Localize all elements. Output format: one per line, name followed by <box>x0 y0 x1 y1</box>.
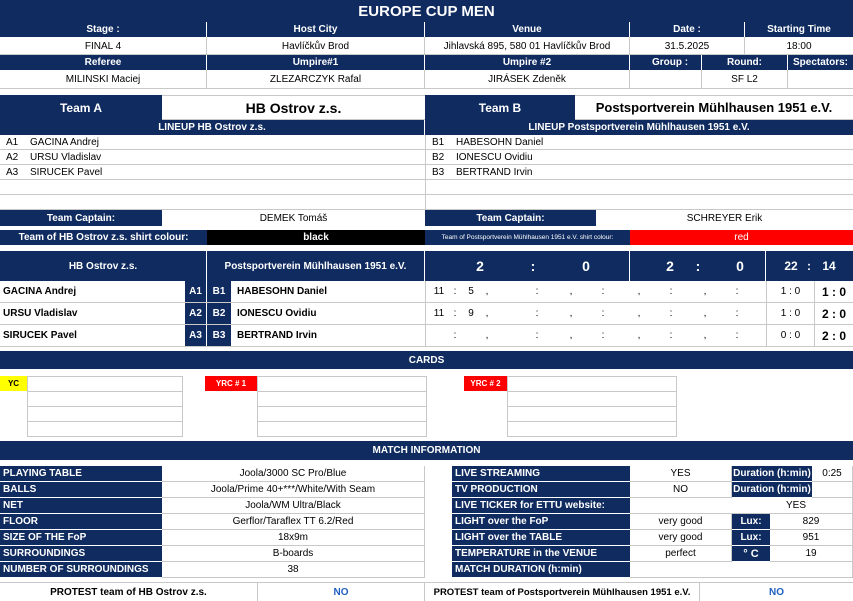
captain-a-name: DEMEK Tomáš <box>259 212 328 224</box>
points-b: 14 <box>822 259 836 273</box>
match-info-left <box>0 466 425 578</box>
info-row <box>0 466 425 482</box>
stage-value: FINAL 4 <box>0 37 207 55</box>
player-code: A3 <box>6 167 19 178</box>
lineup-row-empty <box>0 180 425 195</box>
info-row <box>0 546 425 562</box>
card-line <box>507 376 677 392</box>
starting-time-header: Starting Time <box>767 24 831 35</box>
info-label: MATCH DURATION (h:min) <box>452 562 630 577</box>
card-line <box>507 406 677 422</box>
lineup-row <box>426 165 853 180</box>
lineup-b <box>425 135 853 210</box>
row-match-result: 2 : 0 <box>814 303 853 324</box>
row-player-b: IONESCU Ovidiu <box>237 308 317 319</box>
info-label: TEMPERATURE in the VENUE <box>452 546 630 561</box>
protest-a-label: PROTEST team of HB Ostrov z.s. <box>0 583 258 601</box>
temperature-value: 19 <box>770 546 853 562</box>
info-label: LIGHT over the FoP <box>452 514 630 529</box>
info-label: PLAYING TABLE <box>0 466 162 481</box>
info-row <box>452 466 853 482</box>
lux-label: Lux: <box>732 514 770 529</box>
matches-score <box>425 251 630 281</box>
player-code: B3 <box>432 167 445 178</box>
row-match-result: 2 : 0 <box>814 325 853 346</box>
info-row <box>452 530 853 546</box>
round-header: Round: <box>702 55 788 70</box>
player-name: GACINA Andrej <box>30 137 99 148</box>
venue-header: Venue <box>425 22 630 37</box>
info-value: perfect <box>630 546 732 562</box>
row-code-a: A1 <box>185 281 207 302</box>
info-label: FLOOR <box>0 514 162 529</box>
card-yc <box>0 376 183 438</box>
yrc1-badge: YRC # 1 <box>205 376 257 391</box>
player-name: BERTRAND Irvin <box>456 167 533 178</box>
row-games: 11 : 9 , : , : , : , : <box>425 303 766 324</box>
card-line <box>27 391 183 407</box>
card-line <box>27 376 183 392</box>
lineup-row <box>0 150 425 165</box>
row-player-b: HABESOHN Daniel <box>237 286 328 297</box>
info-value: Gerflor/Taraflex TT 6.2/Red <box>162 514 425 530</box>
info-value: NO <box>630 482 732 498</box>
lux-value: 951 <box>770 530 853 546</box>
points-separator: : <box>807 259 811 273</box>
row-code-b: B3 <box>207 325 231 346</box>
info-label: NET <box>0 498 162 513</box>
temperature-unit-label: ° C <box>732 546 770 561</box>
umpire2-header: Umpire #2 <box>425 55 630 70</box>
protest-b-label: PROTEST team of Postsportverein Mühlhausen 1951 e.V. <box>425 583 700 601</box>
row-code-b: B1 <box>207 281 231 302</box>
info-row <box>452 498 853 514</box>
info-row <box>452 482 853 498</box>
games-a: 2 <box>666 258 674 274</box>
games-score <box>630 251 766 281</box>
player-name: URSU Vladislav <box>30 152 102 163</box>
round-value: SF L2 <box>702 70 788 89</box>
page-title: EUROPE CUP MEN <box>0 0 853 22</box>
officials-header-row <box>0 55 853 70</box>
card-line <box>257 376 427 392</box>
info-row <box>0 514 425 530</box>
row-games-result: 1 : 0 <box>766 303 814 324</box>
score-row <box>0 281 853 303</box>
row-player-a: URSU Vladislav <box>3 308 78 319</box>
row-games: : , : , : , : , : <box>425 325 766 346</box>
lineup-b-title: LINEUP Postsportverein Mühlhausen 1951 e.V. <box>425 120 853 135</box>
info-row <box>452 514 853 530</box>
referee-header: Referee <box>0 55 207 70</box>
row-games: 11 : 5 , : , : , : , : <box>425 281 766 302</box>
games-separator: : <box>695 258 701 274</box>
games-b: 0 <box>736 258 744 274</box>
captain-b-name: SCHREYER Erik <box>686 212 763 224</box>
yc-badge: YC <box>0 376 27 391</box>
card-line <box>257 406 427 422</box>
spectators-value <box>788 70 853 89</box>
info-label: SIZE OF THE FoP <box>0 530 162 545</box>
card-yrc2 <box>464 376 677 438</box>
duration-label: Duration (h:min) <box>733 468 811 479</box>
info-value: YES <box>630 498 853 514</box>
score-row <box>0 303 853 325</box>
shirt-b-label: Team of Postsportverein Mühlhausen 1951 e.V. shirt colour: <box>425 230 630 245</box>
venue-value: Jihlavská 895, 580 01 Havlíčkův Brod <box>425 37 630 55</box>
team-b-name: Postsportverein Mühlhausen 1951 e.V. <box>575 95 853 120</box>
duration-label: Duration (h:min) <box>733 484 811 495</box>
date-header: Date : <box>630 22 745 37</box>
info-value <box>630 562 853 578</box>
row-games-result: 1 : 0 <box>766 281 814 302</box>
lineup-row <box>426 135 853 150</box>
protest-b-value: NO <box>769 586 784 598</box>
umpire1-header: Umpire#1 <box>207 55 425 70</box>
info-label: SURROUNDINGS <box>0 546 162 561</box>
stage-header: Stage : <box>0 22 207 37</box>
info-row <box>0 562 425 578</box>
matches-b: 0 <box>582 258 590 274</box>
info-label: LIVE TICKER for ETTU website: <box>452 498 630 513</box>
lux-label: Lux: <box>732 530 770 545</box>
player-name: IONESCU Ovidiu <box>456 152 533 163</box>
lineup-a <box>0 135 425 210</box>
group-header: Group : <box>630 55 702 70</box>
row-code-a: A2 <box>185 303 207 324</box>
lineup-row-empty <box>426 180 853 195</box>
umpire1-value: ZLEZARCZYK Rafal <box>207 70 425 89</box>
game1-b <box>462 325 480 346</box>
lux-value: 829 <box>770 514 853 530</box>
info-row <box>0 482 425 498</box>
info-value: Joola/Prime 40+***/White/With Seam <box>162 482 425 498</box>
info-row <box>452 562 853 578</box>
meta-values-row <box>0 37 853 55</box>
score-team-b: Postsportverein Mühlhausen 1951 e.V. <box>207 251 425 281</box>
match-info-title: MATCH INFORMATION <box>0 441 853 460</box>
info-value: Joola/3000 SC Pro/Blue <box>162 466 425 482</box>
info-row <box>0 530 425 546</box>
card-line <box>507 391 677 407</box>
game1-a <box>430 325 448 346</box>
lineup-row <box>0 135 425 150</box>
info-value: B-boards <box>162 546 425 562</box>
score-rows <box>0 281 853 347</box>
card-line <box>27 421 183 437</box>
starting-time-value: 18:00 <box>786 40 812 52</box>
team-b-label: Team B <box>425 95 575 120</box>
shirt-a-colour: black <box>207 230 425 245</box>
info-value: 38 <box>162 562 425 578</box>
info-label: NUMBER OF SURROUNDINGS <box>0 562 162 577</box>
duration-value: 0:25 <box>812 466 853 482</box>
team-a-name: HB Ostrov z.s. <box>162 95 425 120</box>
row-code-b: B2 <box>207 303 231 324</box>
info-value: 18x9m <box>162 530 425 546</box>
lineup-row-empty <box>0 195 425 210</box>
shirt-a-label: Team of HB Ostrov z.s. shirt colour: <box>0 230 207 245</box>
team-a-label: Team A <box>0 95 162 120</box>
cards-title: CARDS <box>0 351 853 369</box>
lineup-row-empty <box>426 195 853 210</box>
group-value <box>630 70 702 89</box>
player-code: A2 <box>6 152 19 163</box>
protest-a-value: NO <box>258 583 425 601</box>
officials-values-row <box>0 70 853 89</box>
referee-value: MILINSKI Maciej <box>0 70 207 89</box>
info-row <box>452 546 853 562</box>
card-line <box>257 421 427 437</box>
info-label: LIGHT over the TABLE <box>452 530 630 545</box>
protest-row <box>0 582 853 601</box>
card-line <box>27 406 183 422</box>
game1-a: 11 <box>433 286 445 297</box>
player-code: B2 <box>432 152 445 163</box>
row-player-b: BERTRAND Irvin <box>237 330 318 341</box>
matches-separator: : <box>530 258 536 274</box>
game1-a: 11 <box>433 308 445 319</box>
lineup-row <box>0 165 425 180</box>
lineup-a-title: LINEUP HB Ostrov z.s. <box>0 120 424 135</box>
info-row <box>0 498 425 514</box>
row-player-a: GACINA Andrej <box>3 286 77 297</box>
card-yrc1 <box>205 376 427 438</box>
player-code: A1 <box>6 137 19 148</box>
player-name: HABESOHN Daniel <box>456 137 544 148</box>
game1-b: 9 <box>468 308 474 319</box>
row-games-result: 0 : 0 <box>766 325 814 346</box>
score-row <box>0 325 853 347</box>
info-value: very good <box>630 530 732 546</box>
info-label: LIVE STREAMING <box>452 466 630 481</box>
info-value: YES <box>630 466 732 482</box>
meta-header-row <box>0 22 853 37</box>
info-label: BALLS <box>0 482 162 497</box>
date-value: 31.5.2025 <box>630 37 745 55</box>
points-score <box>766 251 853 281</box>
player-code: B1 <box>432 137 445 148</box>
info-label: TV PRODUCTION <box>452 482 630 497</box>
lineup-row <box>426 150 853 165</box>
card-line <box>507 421 677 437</box>
spectators-header: Spectators: <box>792 57 848 68</box>
info-value: very good <box>630 514 732 530</box>
row-match-result: 1 : 0 <box>814 281 853 302</box>
points-a: 22 <box>784 259 798 273</box>
player-name: SIRUCEK Pavel <box>30 167 103 178</box>
yrc2-badge: YRC # 2 <box>464 376 507 391</box>
score-header <box>0 251 853 281</box>
host-city-header: Host City <box>207 22 425 37</box>
captain-a-label: Team Captain: <box>0 210 162 226</box>
duration-value <box>812 482 853 498</box>
match-info-right <box>452 466 853 578</box>
umpire2-value: JIRÁSEK Zdeněk <box>425 70 630 89</box>
score-team-a: HB Ostrov z.s. <box>0 251 207 281</box>
shirt-b-colour: red <box>630 230 853 245</box>
host-city-value: Havlíčkův Brod <box>207 37 425 55</box>
matches-a: 2 <box>476 258 484 274</box>
row-code-a: A3 <box>185 325 207 346</box>
card-line <box>257 391 427 407</box>
row-player-a: SIRUCEK Pavel <box>3 330 77 341</box>
captain-b-label: Team Captain: <box>425 210 596 226</box>
info-value: Joola/WM Ultra/Black <box>162 498 425 514</box>
game1-b: 5 <box>468 286 474 297</box>
